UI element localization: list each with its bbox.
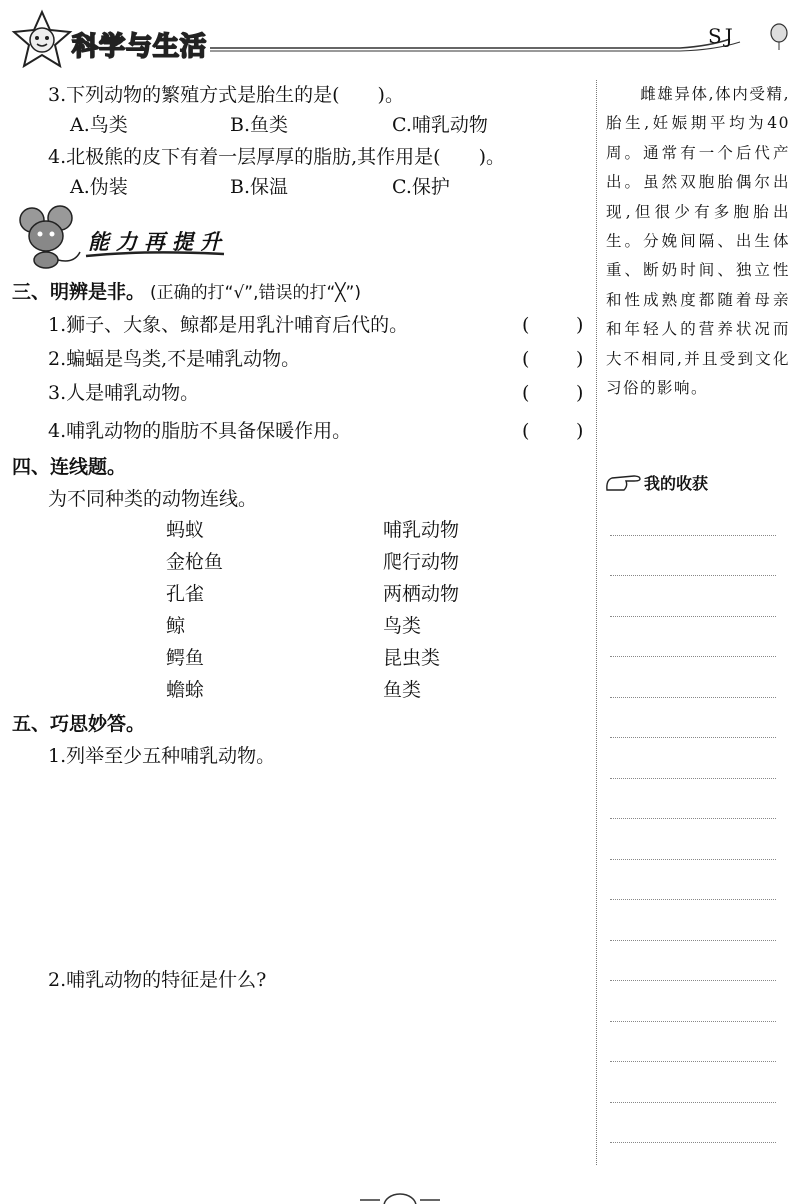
answer-paren-close-1: )	[576, 314, 584, 336]
match-left-5[interactable]: 鳄鱼	[166, 647, 205, 669]
question-4: 4.北极熊的皮下有着一层厚厚的脂肪,其作用是( )。	[48, 146, 505, 168]
harvest-label: 我的收获	[644, 474, 709, 493]
open-question-1: 1.列举至少五种哺乳动物。	[48, 745, 276, 767]
harvest-line-14[interactable]	[610, 1061, 776, 1062]
question-3: 3.下列动物的繁殖方式是胎生的是( )。	[48, 84, 404, 106]
answer-paren-close-2: )	[576, 348, 584, 370]
judge-item-2: 2.蝙蝠是鸟类,不是哺乳动物。	[48, 348, 301, 370]
section-4-title: 四、连线题。	[12, 456, 127, 478]
q3-option-c: C.哺乳动物	[392, 114, 488, 136]
answer-paren-open-1[interactable]: (	[522, 314, 530, 336]
answer-paren-open-4[interactable]: (	[522, 420, 530, 442]
answer-area-1[interactable]	[48, 775, 588, 955]
q3-option-b: B.鱼类	[230, 114, 289, 136]
match-left-2[interactable]: 金枪鱼	[166, 551, 224, 573]
balloon-icon	[766, 22, 792, 52]
open-question-2: 2.哺乳动物的特征是什么?	[48, 969, 267, 991]
harvest-line-9[interactable]	[610, 859, 776, 860]
header-code: SJ	[708, 24, 736, 48]
match-left-1[interactable]: 蚂蚁	[166, 519, 205, 541]
harvest-line-8[interactable]	[610, 818, 776, 819]
banner-title: 能力再提升	[88, 230, 228, 254]
match-left-4[interactable]: 鲸	[166, 615, 186, 637]
answer-paren-close-4: )	[576, 420, 584, 442]
harvest-line-1[interactable]	[610, 535, 776, 536]
answer-paren-open-2[interactable]: (	[522, 348, 530, 370]
mouse-mascot-icon	[16, 204, 86, 270]
q4-option-c: C.保护	[392, 176, 450, 198]
q4-option-a: A.伪装	[70, 176, 128, 198]
match-right-4[interactable]: 鸟类	[383, 615, 422, 637]
page-number-ornament	[360, 1190, 440, 1204]
answer-area-2[interactable]	[48, 1000, 588, 1160]
judge-item-1: 1.狮子、大象、鲸都是用乳汁哺育后代的。	[48, 314, 409, 336]
match-right-5[interactable]: 昆虫类	[383, 647, 441, 669]
star-mascot-icon	[10, 8, 74, 72]
harvest-line-11[interactable]	[610, 940, 776, 941]
harvest-line-2[interactable]	[610, 575, 776, 576]
harvest-line-13[interactable]	[610, 1021, 776, 1022]
column-divider	[596, 80, 597, 1165]
sidebar-note: 雌雄异体,体内受精,胎生,妊娠期平均为40周。通常有一个后代产出。虽然双胞胎偶尔出现,但很少有多胞胎出生。分娩间隔、出生体重、断奶时间、独立性和性成熟度都随着母亲和年轻人的营养状况而大不相同,并且受到文化习俗的影响。	[606, 85, 790, 398]
match-left-3[interactable]: 孔雀	[166, 583, 205, 605]
judge-item-4: 4.哺乳动物的脂肪不具备保暖作用。	[48, 420, 352, 442]
header	[0, 0, 800, 80]
answer-paren-close-3: )	[576, 382, 584, 404]
harvest-line-5[interactable]	[610, 697, 776, 698]
header-title: 科学与生活	[72, 32, 208, 62]
match-left-6[interactable]: 蟾蜍	[166, 679, 205, 701]
harvest-line-10[interactable]	[610, 899, 776, 900]
match-right-3[interactable]: 两栖动物	[383, 583, 460, 605]
harvest-line-7[interactable]	[610, 778, 776, 779]
match-right-1[interactable]: 哺乳动物	[383, 519, 460, 541]
section-4-instruction: 为不同种类的动物连线。	[48, 488, 258, 510]
section-3-title: 三、明辨是非。	[12, 281, 146, 303]
match-right-2[interactable]: 爬行动物	[383, 551, 460, 573]
q3-option-a: A.鸟类	[70, 114, 128, 136]
match-right-6[interactable]: 鱼类	[383, 679, 422, 701]
section-5-title: 五、巧思妙答。	[12, 713, 146, 735]
answer-paren-open-3[interactable]: (	[522, 382, 530, 404]
harvest-line-16[interactable]	[610, 1142, 776, 1143]
banner-underline	[84, 248, 234, 262]
harvest-line-4[interactable]	[610, 656, 776, 657]
harvest-line-15[interactable]	[610, 1102, 776, 1103]
section-3-instruction: (正确的打“√”,错误的打“╳”)	[150, 283, 361, 303]
harvest-line-6[interactable]	[610, 737, 776, 738]
q4-option-b: B.保温	[230, 176, 289, 198]
harvest-line-3[interactable]	[610, 616, 776, 617]
harvest-line-12[interactable]	[610, 980, 776, 981]
judge-item-3: 3.人是哺乳动物。	[48, 382, 200, 404]
pointing-hand-icon	[604, 470, 644, 494]
